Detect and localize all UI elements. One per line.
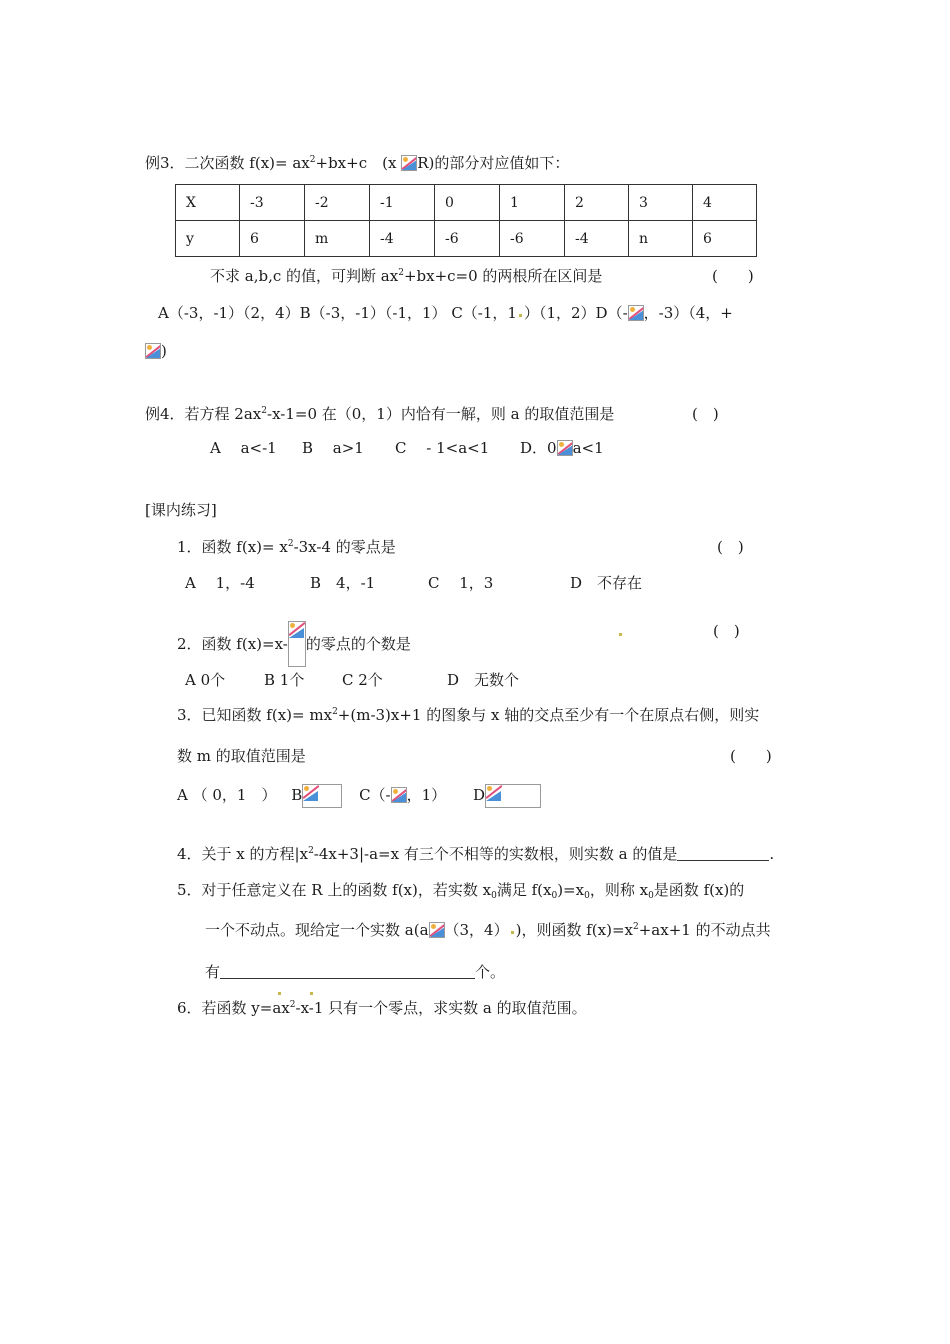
example-4-option-d: D．0 a<1 <box>520 439 604 457</box>
question-2-option-b: B 1个 <box>264 671 305 689</box>
table-cell: -4 <box>370 221 435 257</box>
example-4-option-a: A a<-1 <box>210 439 277 457</box>
question-3-answer-paren: ( ) <box>730 747 772 765</box>
table-cell: y <box>176 221 240 257</box>
question-1-option-c: C 1，3 <box>428 574 494 592</box>
table-cell: -1 <box>370 185 435 221</box>
infinity-image-icon <box>391 787 407 803</box>
question-1-option-a: A 1，-4 <box>185 574 255 592</box>
table-cell: -4 <box>565 221 629 257</box>
interval-image-icon <box>302 784 342 808</box>
question-3-line-1: 3．已知函数 $f(x)= mx^2+(m-3)x+1$ 的图象与 x 轴的交点至少有一个在原点右侧，则实 <box>177 706 760 724</box>
infinity-image-icon <box>628 305 644 321</box>
table-cell: X <box>176 185 240 221</box>
infinity-image-icon <box>145 343 161 359</box>
table-cell: 1 <box>500 185 565 221</box>
table-cell: -6 <box>435 221 500 257</box>
question-2-answer-paren: ( ) <box>713 622 740 640</box>
table-cell: -3 <box>240 185 305 221</box>
question-1-answer-paren: ( ) <box>717 538 744 556</box>
table-cell: 0 <box>435 185 500 221</box>
interval-image-icon <box>485 784 541 808</box>
artifact-dot <box>619 633 622 636</box>
table-row-y <box>176 221 757 257</box>
example-4-option-b: B a>1 <box>302 439 364 457</box>
element-of-image-icon <box>429 922 445 938</box>
example-4-title: 例4．若方程 $2ax^2-x-1=0$ 在（0，1）内恰有一解，则 a 的取值范围是 <box>145 405 615 423</box>
question-1: 1．函数 $f(x)= x^2-3x-4$ 的零点是 <box>177 538 396 556</box>
less-equal-image-icon <box>557 440 573 456</box>
example-3-answer-paren: ( ) <box>712 267 754 285</box>
question-2-option-a: A 0个 <box>185 671 226 689</box>
artifact-dot <box>511 931 514 934</box>
table-cell: 2 <box>565 185 629 221</box>
question-1-option-b: B 4，-1 <box>310 574 376 592</box>
question-5-line-3: 有 个。 <box>205 962 505 982</box>
table-cell: 3 <box>629 185 693 221</box>
table-cell: 4 <box>693 185 757 221</box>
question-3-options: A （ 0，1 ） B C（- ，1） D <box>177 784 541 808</box>
question-4: 4．关于 x 的方程$|x^2-4x+3|-a=x$ 有三个不相等的实数根，则实数 a 的值是 . <box>177 845 775 863</box>
section-title: [课内练习] <box>145 501 217 519</box>
question-2: 2．函数 f(x)=x- 的零点的个数是 <box>177 621 411 667</box>
question-2-option-c: C 2个 <box>342 671 383 689</box>
example-3-options: A（-3，-1）（2，4）B（-3，-1）（-1，1） C（-1，1 ）（1，2）D（- ，-3）（4，+ <box>158 304 733 322</box>
answer-blank[interactable] <box>220 978 475 979</box>
question-3-line-2: 数 m 的取值范围是 <box>177 747 306 765</box>
question-6: 6．若函数 $y=ax^2-x-1$ 只有一个零点，求实数 a 的取值范围。 <box>177 999 587 1017</box>
question-5-line-1: 5．对于任意定义在 R 上的函数 f(x)，若实数 $x_0$满足 $f(x_0)=x_0$，则称 $x_0$是函数 f(x)的 <box>177 881 745 901</box>
table-cell: 6 <box>693 221 757 257</box>
question-2-option-d: D 无数个 <box>447 671 520 689</box>
question-5-line-2: 一个不动点。现给定一个实数 a(a （3，4） )，则函数 $f(x)=x^2+ax+1$ 的不动点共 <box>205 921 771 939</box>
example-3-options-cont: ) <box>145 341 167 361</box>
element-of-image-icon <box>401 155 417 171</box>
example-4-answer-paren: ( ) <box>692 405 719 423</box>
table-cell: n <box>629 221 693 257</box>
answer-blank[interactable] <box>677 860 769 861</box>
fraction-image-icon <box>288 621 306 667</box>
question-1-option-d: D 不存在 <box>570 574 643 592</box>
table-row-x <box>176 185 757 221</box>
value-table <box>175 184 757 257</box>
table-cell: -6 <box>500 221 565 257</box>
example-4-option-c: C - 1<a<1 <box>395 439 490 457</box>
table-cell: m <box>305 221 370 257</box>
artifact-dot <box>519 314 522 317</box>
example-3-title: 例3．二次函数 $f(x)= ax^2+bx+c$ (x R)的部分对应值如下： <box>145 154 570 172</box>
example-3-question: 不求 a,b,c 的值，可判断 $ax^2+bx+c=0$ 的两根所在区间是 <box>210 267 603 285</box>
table-cell: 6 <box>240 221 305 257</box>
table-cell: -2 <box>305 185 370 221</box>
